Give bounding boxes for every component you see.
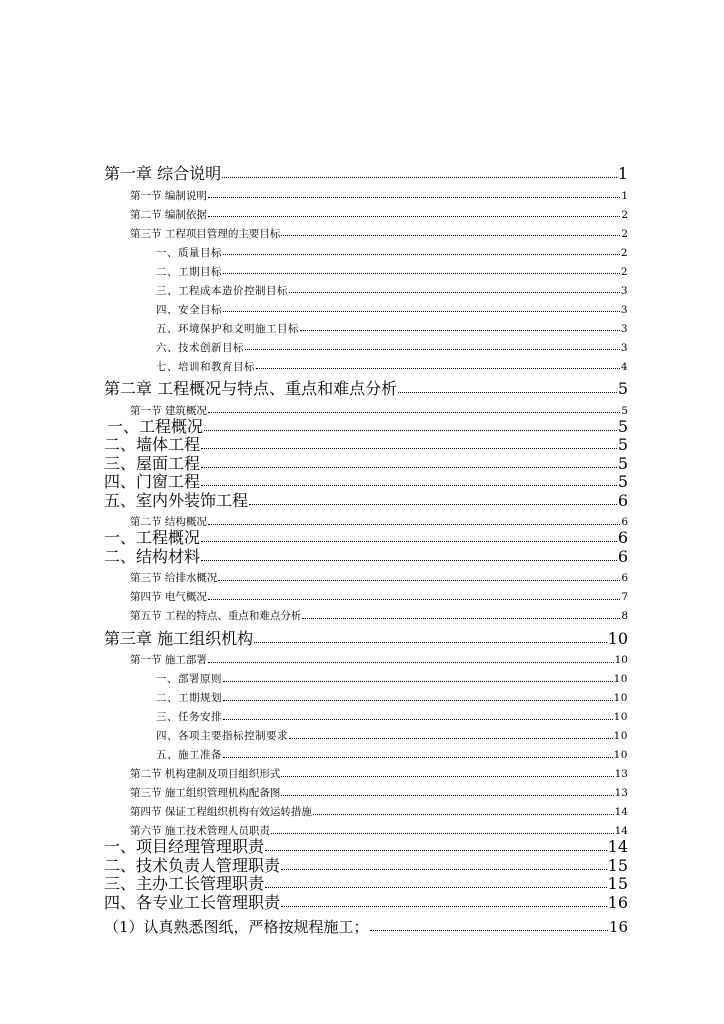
toc-entry-page-number: 10 — [613, 673, 628, 685]
toc-entry-title: （1）认真熟悉图纸，严格按规程施工； — [104, 917, 369, 936]
toc-entry[interactable] — [104, 353, 628, 372]
toc-entry-page-number: 1 — [617, 164, 628, 183]
toc-entry-title: 二、墙体工程 — [104, 435, 201, 454]
dot-leader — [249, 504, 617, 505]
toc-entry-title: 第三节 施工组织管理机构配备图 — [130, 787, 281, 799]
toc-entry[interactable] — [104, 647, 628, 666]
dot-leader — [208, 216, 620, 217]
toc-entry-page-number: 5 — [621, 404, 628, 417]
toc-entry-page-number: 5 — [617, 379, 628, 398]
toc-entry-title: 二、工期目标 — [156, 265, 222, 278]
dot-leader — [370, 930, 608, 931]
toc-entry[interactable] — [104, 723, 628, 742]
dot-leader — [245, 349, 620, 350]
toc-entry-page-number: 6 — [621, 572, 628, 584]
toc-entry-page-number: 13 — [614, 787, 628, 799]
dot-leader — [281, 906, 607, 907]
dot-leader — [223, 273, 620, 274]
dot-leader — [256, 368, 620, 369]
toc-entry-page-number: 5 — [617, 453, 628, 473]
toc-entry-page-number: 5 — [617, 472, 628, 491]
toc-entry[interactable] — [104, 490, 628, 509]
toc-entry-page-number: 1 — [621, 189, 628, 202]
toc-entry-page-number: 2 — [621, 227, 628, 240]
toc-entry-title: 第一节 建筑概况 — [130, 404, 207, 417]
dot-leader — [208, 599, 620, 600]
toc-entry-title: 三、工程成本造价控制目标 — [156, 284, 288, 297]
toc-entry[interactable] — [104, 837, 628, 856]
toc-entry-title: 第二节 机构建制及项目组织形式 — [130, 768, 281, 780]
dot-leader — [222, 177, 617, 178]
toc-entry-title: 二、技术负责人管理职责 — [104, 855, 281, 875]
toc-entry[interactable] — [104, 546, 628, 565]
toc-entry-title: 一、质量目标 — [156, 246, 222, 259]
toc-entry-title: 二、结构材料 — [104, 546, 201, 566]
toc-entry-page-number: 2 — [621, 208, 628, 221]
toc-entry-page-number: 10 — [613, 711, 628, 723]
toc-entry[interactable] — [104, 472, 628, 491]
dot-leader — [208, 197, 620, 198]
toc-entry-title: 第一章 综合说明 — [104, 164, 222, 183]
toc-entry-page-number: 3 — [620, 303, 628, 316]
dot-leader — [398, 392, 617, 393]
dot-leader — [208, 412, 620, 413]
toc-entry-page-number: 14 — [614, 806, 628, 818]
dot-leader — [254, 642, 607, 643]
toc-entry[interactable] — [104, 742, 628, 761]
dot-leader — [218, 580, 620, 581]
toc-entry[interactable] — [104, 818, 628, 837]
toc-entry[interactable] — [104, 220, 628, 239]
toc-entry[interactable] — [104, 453, 628, 472]
toc-entry-page-number: 5 — [617, 416, 628, 436]
toc-entry[interactable] — [104, 685, 628, 704]
toc-entry[interactable] — [104, 603, 628, 622]
dot-leader — [201, 485, 617, 486]
toc-entry-page-number: 6 — [617, 546, 628, 566]
dot-leader — [289, 292, 620, 293]
dot-leader — [300, 330, 620, 331]
toc-entry-page-number: 13 — [614, 768, 628, 780]
toc-entry-page-number: 16 — [608, 917, 628, 936]
toc-entry-title: 第五节 工程的特点、重点和难点分析 — [130, 610, 302, 622]
toc-entry-title: 第二节 结构概况 — [130, 516, 207, 528]
toc-entry-title: 一、项目经理管理职责 — [104, 837, 265, 856]
toc-entry-title: 一、部署原则 — [156, 673, 222, 685]
dot-leader — [208, 524, 620, 525]
toc-entry[interactable] — [104, 435, 628, 454]
toc-entry[interactable] — [104, 334, 628, 353]
dot-leader — [281, 869, 607, 870]
toc-entry[interactable] — [104, 157, 628, 182]
toc-entry-title: 第三节 工程项目管理的主要目标 — [130, 227, 281, 240]
toc-entry[interactable] — [104, 239, 628, 258]
toc-entry-title: 四、门窗工程 — [104, 472, 201, 491]
toc-entry-page-number: 3 — [620, 284, 628, 297]
toc-entry-title: 五、室内外装饰工程 — [104, 490, 249, 510]
toc-entry-page-number: 10 — [607, 628, 628, 648]
toc-entry-page-number: 10 — [614, 654, 628, 666]
toc-entry[interactable] — [104, 761, 628, 780]
toc-entry[interactable] — [104, 565, 628, 584]
toc-entry-page-number: 4 — [620, 360, 628, 373]
toc-entry-page-number: 2 — [620, 246, 628, 259]
toc-entry-title: 二、工期规划 — [156, 692, 222, 704]
toc-entry-title: 第四节 电气概况 — [130, 591, 207, 603]
toc-entry-title: 第三章 施工组织机构 — [104, 628, 254, 648]
dot-leader — [204, 430, 617, 431]
toc-entry-title: 六、技术创新目标 — [156, 341, 244, 354]
toc-entry-title: 第一节 编制说明 — [130, 189, 207, 202]
dot-leader — [223, 254, 620, 255]
toc-entry-title: 三、主办工长管理职责 — [104, 874, 265, 893]
toc-entry-title: 第六节 施工技术管理人员职责 — [130, 825, 270, 837]
toc-entry-page-number: 6 — [621, 516, 628, 528]
dot-leader — [265, 850, 607, 851]
toc-entry-page-number: 5 — [617, 435, 628, 454]
toc-entry[interactable] — [104, 315, 628, 334]
toc-entry[interactable] — [104, 780, 628, 799]
dot-leader — [223, 700, 613, 701]
toc-entry[interactable] — [104, 911, 628, 935]
dot-leader — [281, 235, 620, 236]
toc-entry-page-number: 14 — [607, 837, 628, 856]
toc-entry[interactable] — [104, 704, 628, 723]
dot-leader — [223, 311, 620, 312]
dot-leader — [223, 681, 613, 682]
dot-leader — [201, 467, 617, 468]
dot-leader — [271, 833, 614, 834]
toc-entry-title: 四、各项主要指标控制要求 — [156, 730, 288, 742]
toc-entry-title: 四、各专业工长管理职责 — [104, 892, 281, 912]
toc-entry[interactable] — [104, 799, 628, 818]
toc-entry-page-number: 10 — [613, 730, 628, 742]
toc-entry-title: 五、施工准备 — [156, 749, 222, 761]
toc-entry-title: 一、工程概况 — [107, 416, 204, 436]
toc-entry[interactable] — [104, 892, 628, 911]
toc-entry[interactable] — [104, 416, 628, 435]
dot-leader — [313, 814, 614, 815]
dot-leader — [289, 738, 613, 739]
toc-entry-page-number: 2 — [620, 265, 628, 278]
toc-entry-page-number: 3 — [620, 341, 628, 354]
toc-entry-page-number: 8 — [621, 610, 628, 622]
toc-entry-page-number: 14 — [614, 825, 628, 837]
toc-entry[interactable] — [104, 509, 628, 528]
toc-entry[interactable] — [104, 372, 628, 397]
dot-leader — [281, 795, 613, 796]
toc-entry-title: 第三节 给排水概况 — [130, 572, 218, 584]
toc-entry[interactable] — [104, 528, 628, 547]
toc-entry[interactable] — [104, 397, 628, 416]
dot-leader — [302, 618, 620, 619]
toc-entry-page-number: 6 — [617, 490, 628, 510]
toc-entry-title: 第一节 施工部署 — [130, 654, 207, 666]
toc-entry[interactable] — [104, 622, 628, 647]
toc-entry[interactable] — [104, 277, 628, 296]
toc-entry-title: 第二章 工程概况与特点、重点和难点分析 — [104, 379, 398, 398]
toc-entry-page-number: 15 — [607, 855, 628, 875]
toc-entry-title: 三、屋面工程 — [104, 453, 201, 473]
dot-leader — [201, 560, 617, 561]
toc-entry[interactable] — [104, 666, 628, 685]
toc-entry[interactable] — [104, 182, 628, 201]
toc-entry-page-number: 7 — [621, 591, 628, 603]
dot-leader — [265, 887, 607, 888]
toc-entry[interactable] — [104, 258, 628, 277]
dot-leader — [201, 541, 617, 542]
toc-entry-title: 五、环境保护和文明施工目标 — [156, 322, 299, 335]
toc-entry-title: 第二节 编制依据 — [130, 208, 207, 221]
dot-leader — [281, 776, 613, 777]
toc-entry[interactable] — [104, 584, 628, 603]
toc-entry-page-number: 16 — [607, 892, 628, 912]
toc-entry-page-number: 6 — [617, 528, 628, 547]
toc-entry-page-number: 3 — [620, 322, 628, 335]
dot-leader — [208, 662, 614, 663]
dot-leader — [223, 719, 613, 720]
toc-entry-title: 四、安全目标 — [156, 303, 222, 316]
toc-entry-title: 第四节 保证工程组织机构有效运转措施 — [130, 806, 312, 818]
toc-entry-title: 七、培训和教育目标 — [156, 360, 255, 373]
toc-entry-page-number: 15 — [607, 874, 628, 893]
toc-entry[interactable] — [104, 874, 628, 893]
toc-entry-page-number: 10 — [613, 692, 628, 704]
toc-entry-title: 一、工程概况 — [104, 528, 201, 547]
dot-leader — [201, 448, 617, 449]
table-of-contents — [104, 157, 628, 935]
toc-entry-page-number: 10 — [613, 749, 628, 761]
toc-entry[interactable] — [104, 296, 628, 315]
toc-entry-title: 三、任务安排 — [156, 711, 222, 723]
toc-entry[interactable] — [104, 855, 628, 874]
dot-leader — [223, 757, 613, 758]
toc-entry[interactable] — [104, 201, 628, 220]
